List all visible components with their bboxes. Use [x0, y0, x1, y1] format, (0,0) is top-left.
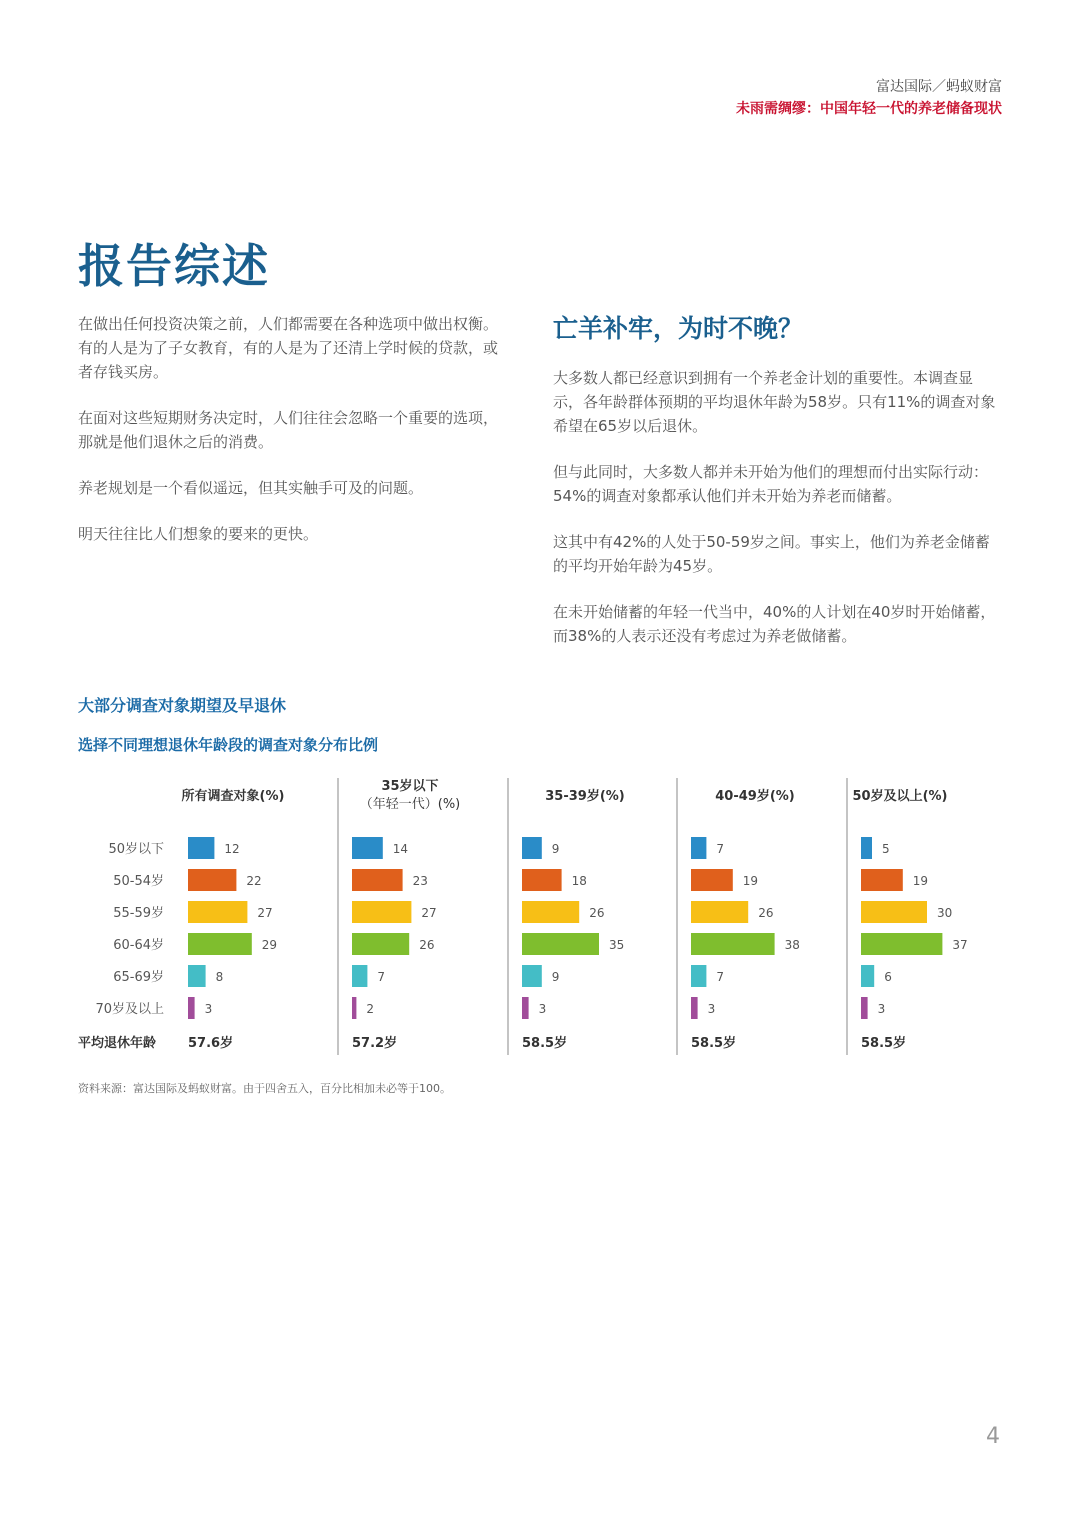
bar-value-label: 8 — [215, 970, 224, 984]
bar-value-label: 30 — [937, 906, 953, 920]
bar-value-label: 12 — [224, 842, 240, 856]
bar-value-label: 3 — [877, 1002, 886, 1016]
average-value: 58.5岁 — [861, 1036, 907, 1051]
bar-value-label: 3 — [707, 1002, 716, 1016]
bar — [352, 837, 383, 859]
bar-value-label: 35 — [609, 938, 625, 952]
bar — [522, 997, 529, 1019]
right-paragraph-4: 在未开始储蓄的年轻一代当中，40%的人计划在40岁时开始储蓄，而38%的人表示还没有考虑过为养老做储蓄。 — [553, 603, 996, 645]
bar — [352, 997, 356, 1019]
bar — [352, 869, 403, 891]
bar — [188, 965, 206, 987]
bar — [691, 965, 706, 987]
bar — [188, 837, 214, 859]
right-paragraph-3: 这其中有42%的人处于50-59岁之间。事实上，他们为养老金储蓄的平均开始年龄为45岁。 — [553, 533, 990, 575]
bar-value-label: 9 — [551, 842, 560, 856]
chart-subtitle: 选择不同理想退休年龄段的调查对象分布比例 — [78, 736, 379, 754]
bar-value-label: 19 — [742, 874, 759, 888]
bar-value-label: 29 — [261, 938, 278, 952]
left-column — [78, 312, 508, 568]
left-paragraph-3: 养老规划是一个看似遥远，但其实触手可及的问题。 — [78, 479, 424, 497]
bar — [522, 869, 562, 891]
category-label: 55-59岁 — [113, 906, 164, 921]
page-title: 报告综述 — [78, 239, 270, 293]
bar-value-label: 38 — [784, 938, 800, 952]
bar-value-label: 2 — [366, 1002, 375, 1016]
bar-value-label: 26 — [589, 906, 605, 920]
bar — [522, 837, 542, 859]
bar — [352, 933, 409, 955]
series-header-line1: 35岁以下 — [381, 779, 439, 794]
bar-value-label: 14 — [392, 842, 409, 856]
bar — [861, 837, 872, 859]
right-paragraph-2: 但与此同时，大多数人都并未开始为他们的理想而付出实际行动：54%的调查对象都承认他们并未开始为养老而储蓄。 — [553, 463, 989, 505]
bar — [861, 997, 868, 1019]
bar-value-label: 27 — [421, 906, 437, 920]
average-value: 58.5岁 — [522, 1036, 568, 1051]
bar — [352, 965, 367, 987]
bar-value-label: 26 — [758, 906, 774, 920]
bar — [861, 869, 903, 891]
bar — [188, 901, 247, 923]
header-report-title: 未雨需绸缪：中国年轻一代的养老储备现状 — [736, 101, 1002, 117]
bar — [691, 997, 698, 1019]
series-header: 所有调查对象(%) — [181, 789, 285, 804]
bar-value-label: 9 — [551, 970, 560, 984]
bar-value-label: 18 — [571, 874, 587, 888]
average-value: 58.5岁 — [691, 1036, 737, 1051]
left-paragraph-2: 在面对这些短期财务决定时，人们往往会忽略一个重要的选项，那就是他们退休之后的消费。 — [78, 409, 499, 451]
bar — [188, 933, 252, 955]
average-value: 57.2岁 — [352, 1036, 398, 1051]
source-note: 资料来源：富达国际及蚂蚁财富。由于四舍五入，百分比相加未必等于100。 — [78, 1082, 451, 1095]
header-brand: 富达国际／蚂蚁财富 — [876, 79, 1002, 95]
bar — [522, 901, 579, 923]
bar-value-label: 3 — [204, 1002, 213, 1016]
series-header: 40-49岁(%) — [715, 789, 795, 804]
category-label: 60-64岁 — [113, 938, 164, 953]
bar-value-label: 3 — [538, 1002, 547, 1016]
series-header: 50岁及以上(%) — [852, 789, 948, 804]
series-header: 35-39岁(%) — [545, 789, 625, 804]
bar — [861, 965, 874, 987]
bar-value-label: 7 — [716, 970, 725, 984]
average-label: 平均退休年龄 — [78, 1036, 157, 1051]
bar — [691, 901, 748, 923]
left-paragraph-4: 明天往往比人们想象的要来的更快。 — [78, 525, 319, 543]
average-value: 57.6岁 — [188, 1036, 234, 1051]
right-paragraph-1: 大多数人都已经意识到拥有一个养老金计划的重要性。本调查显示，各年龄群体预期的平均退休年龄为58岁。只有11%的调查对象希望在65岁以后退休。 — [553, 369, 996, 435]
retirement-age-chart — [60, 770, 1020, 1060]
left-paragraph-1: 在做出任何投资决策之前，人们都需要在各种选项中做出权衡。有的人是为了子女教育，有的人是为了还清上学时候的贷款，或者存钱买房。 — [78, 315, 499, 381]
bar-value-label: 19 — [912, 874, 929, 888]
category-label: 50-54岁 — [113, 874, 164, 889]
bar-value-label: 23 — [412, 874, 428, 888]
bar — [522, 965, 542, 987]
bar — [861, 901, 927, 923]
bar-value-label: 27 — [257, 906, 273, 920]
series-header-line2: （年轻一代）(%) — [359, 797, 461, 812]
category-label: 70岁及以上 — [95, 1002, 164, 1017]
bar — [188, 997, 195, 1019]
bar-value-label: 6 — [884, 970, 892, 984]
bar-value-label: 22 — [246, 874, 262, 888]
category-label: 65-69岁 — [113, 970, 164, 985]
bar — [522, 933, 599, 955]
right-column — [553, 312, 1001, 670]
category-label: 50岁以下 — [108, 842, 164, 857]
bar — [188, 869, 236, 891]
bar-value-label: 37 — [952, 938, 968, 952]
bar — [691, 933, 775, 955]
bar — [861, 933, 942, 955]
chart-title: 大部分调查对象期望及早退休 — [78, 696, 287, 715]
bar-value-label: 26 — [419, 938, 435, 952]
bar-value-label: 5 — [882, 842, 890, 856]
right-heading: 亡羊补牢，为时不晚？ — [553, 314, 804, 343]
bar — [691, 837, 706, 859]
page-number: 4 — [986, 1424, 1000, 1449]
bar — [691, 869, 733, 891]
bar-value-label: 7 — [377, 970, 386, 984]
bar-value-label: 7 — [716, 842, 725, 856]
bar — [352, 901, 411, 923]
